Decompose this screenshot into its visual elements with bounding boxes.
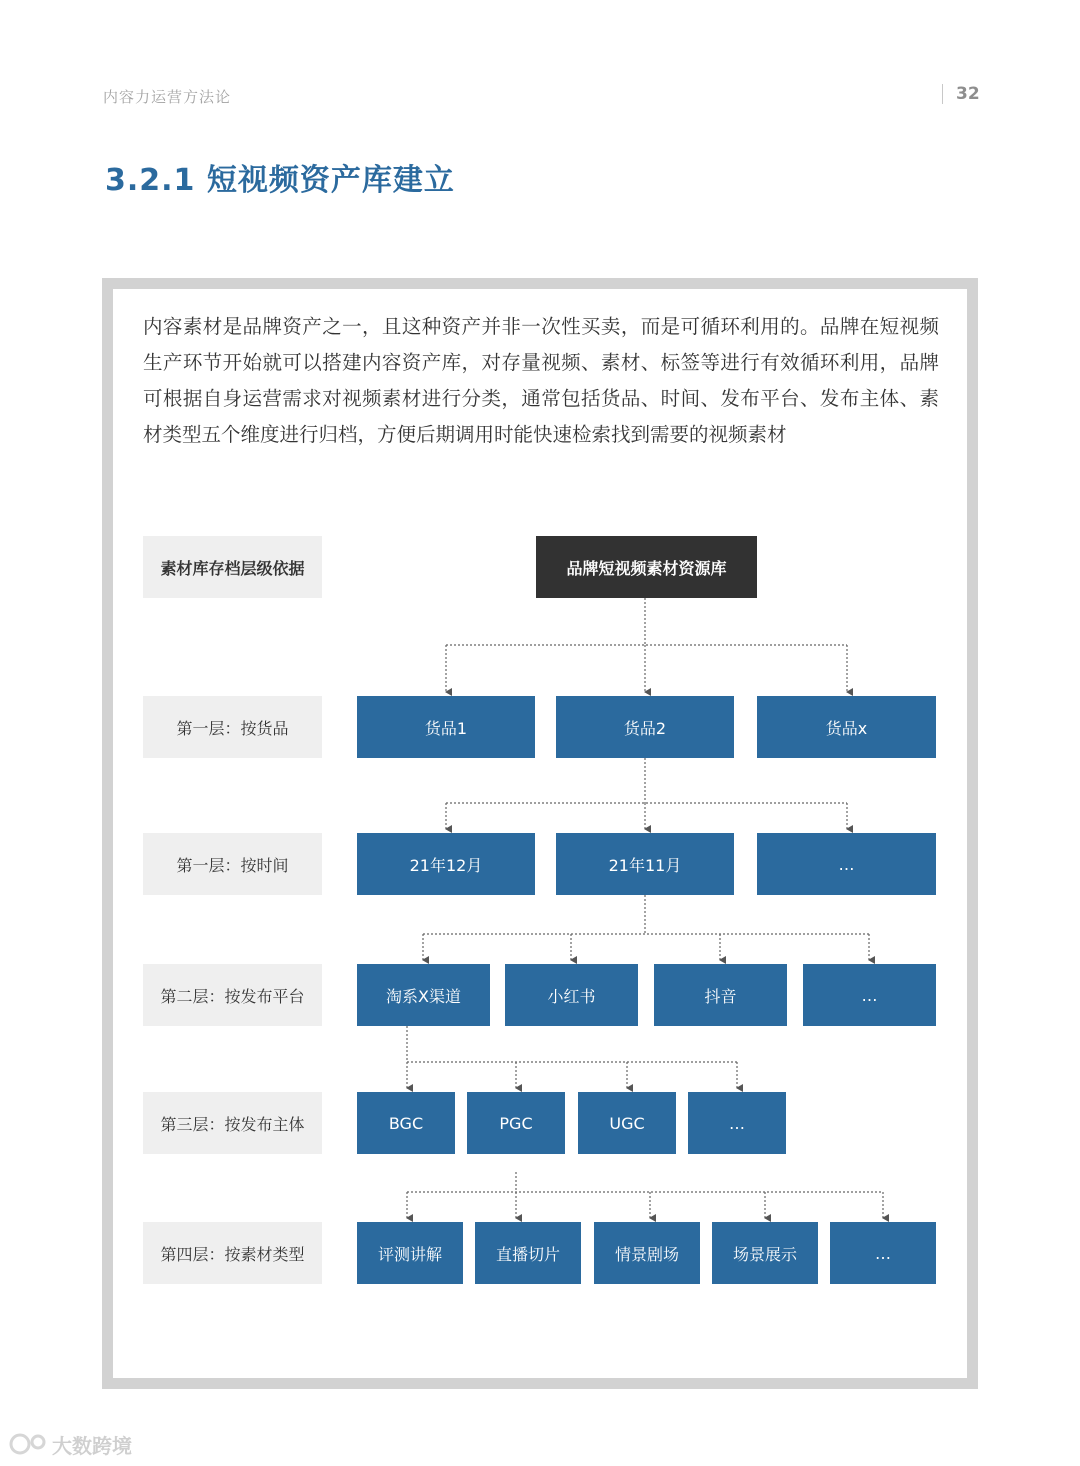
level-label-publisher: 第三层：按发布主体 <box>143 1092 322 1154</box>
section-title: 3.2.1 短视频资产库建立 <box>105 163 455 198</box>
header-divider <box>942 84 943 104</box>
node-platform-taobao: 淘系X渠道 <box>357 964 490 1026</box>
basis-label: 素材库存档层级依据 <box>143 536 322 598</box>
level-label-platform: 第二层：按发布平台 <box>143 964 322 1026</box>
root-node: 品牌短视频素材资源库 <box>536 536 757 598</box>
node-publisher-pgc: PGC <box>467 1092 565 1154</box>
watermark-text: 大数跨境 <box>52 1434 132 1458</box>
node-platform-douyin: 抖音 <box>654 964 787 1026</box>
running-header: 内容力运营方法论 <box>103 88 232 106</box>
node-product-x: 货品x <box>757 696 936 758</box>
node-publisher-ugc: UGC <box>578 1092 676 1154</box>
level-label-product: 第一层：按货品 <box>143 696 322 758</box>
node-product-1: 货品1 <box>357 696 535 758</box>
node-publisher-bgc: BGC <box>357 1092 455 1154</box>
node-type-scene: 场景展示 <box>712 1222 818 1284</box>
page-number: 32 <box>956 84 980 104</box>
watermark-logo-icon <box>8 1430 54 1458</box>
node-product-2: 货品2 <box>556 696 734 758</box>
node-publisher-more: … <box>688 1092 786 1154</box>
level-label-material-type: 第四层：按素材类型 <box>143 1222 322 1284</box>
node-time-nov: 21年11月 <box>556 833 734 895</box>
node-type-review: 评测讲解 <box>357 1222 463 1284</box>
intro-paragraph: 内容素材是品牌资产之一，且这种资产并非一次性买卖，而是可循环利用的。品牌在短视频生产环节开始就可以搭建内容资产库，对存量视频、素材、标签等进行有效循环利用，品牌可根据自身运营需求对视频素材进行分类，通常包括货品、时间、发布平台、发布主体、素材类型五个维度进行归档，方便后期调用时能快速检索找到需要的视频素材 <box>143 315 939 446</box>
node-time-more: … <box>757 833 936 895</box>
node-platform-more: … <box>803 964 936 1026</box>
node-platform-xiaohongshu: 小红书 <box>505 964 638 1026</box>
node-type-skit: 情景剧场 <box>594 1222 700 1284</box>
node-type-live-clip: 直播切片 <box>475 1222 581 1284</box>
level-label-time: 第一层：按时间 <box>143 833 322 895</box>
node-type-more: … <box>830 1222 936 1284</box>
node-time-dec: 21年12月 <box>357 833 535 895</box>
